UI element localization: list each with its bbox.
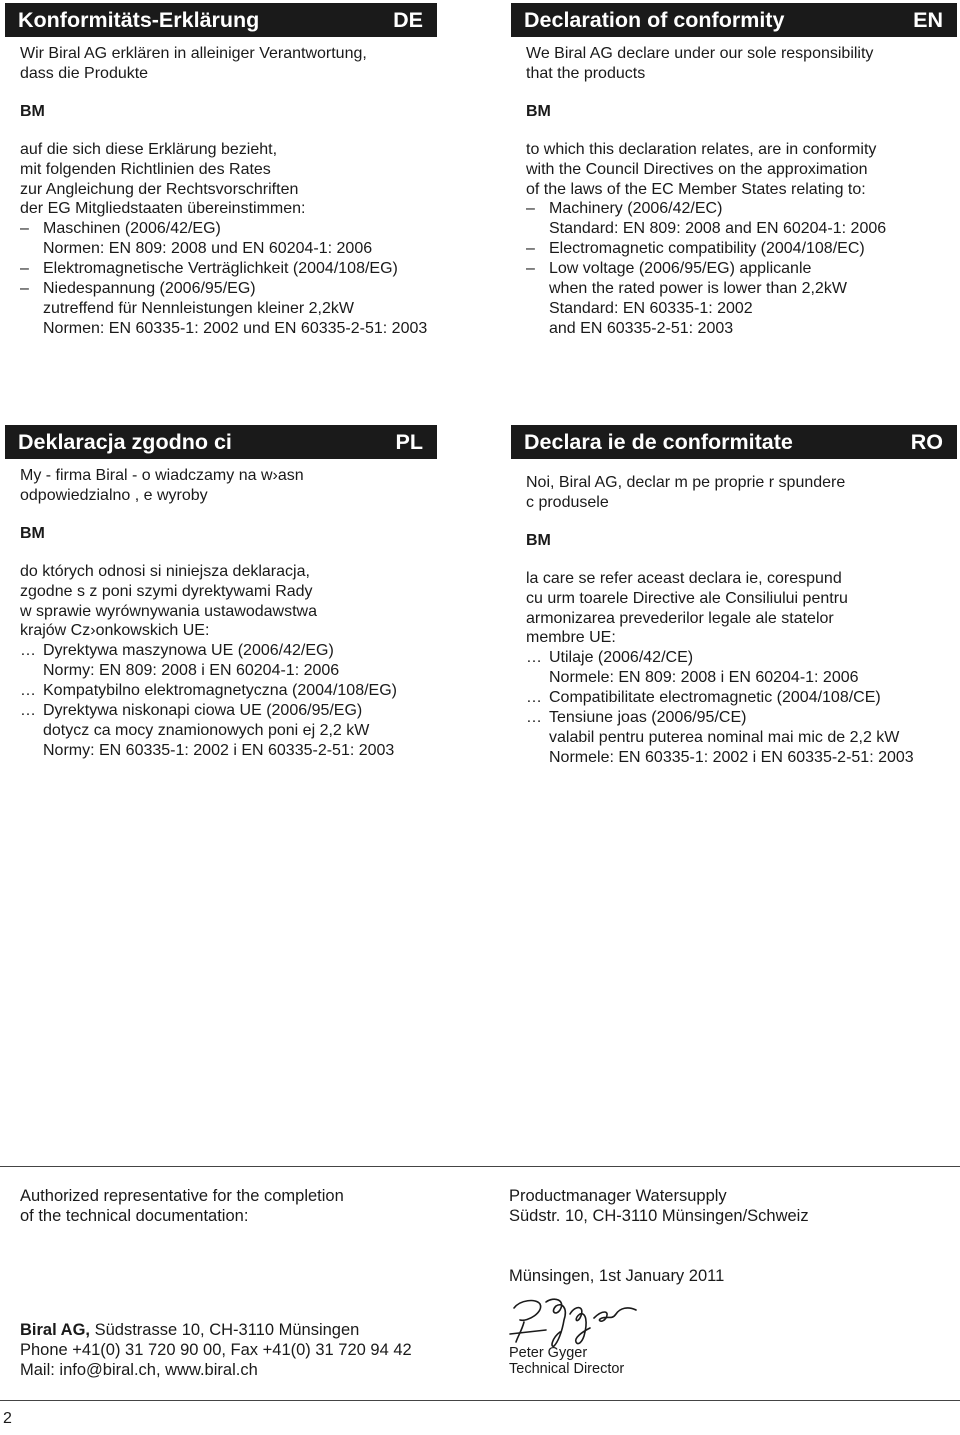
list-item (526, 219, 957, 239)
list-item-text: auf die sich diese Erklärung bezieht, (20, 140, 278, 158)
list-item (20, 602, 437, 622)
section-de-title: Konformitäts-Erklärung (18, 7, 260, 32)
productmanager-block (509, 1186, 809, 1226)
intro-line: c produsele (526, 493, 609, 511)
list-item (20, 259, 437, 279)
list-item-text: Machinery (2006/42/EC) (549, 200, 723, 218)
list-item (526, 259, 957, 279)
intro-line: Noi, Biral AG, declar m pe proprie r spundere (526, 474, 846, 491)
section-pl-title: Deklaracja zgodno ci (18, 429, 232, 454)
section-en (511, 3, 957, 339)
footer-divider-bottom (0, 1400, 960, 1401)
list-item-text: Electromagnetic compatibility (2004/108/EC) (549, 240, 865, 258)
list-item-text: Elektromagnetische Verträglichkeit (2004/108/EG) (43, 260, 398, 278)
page-number: 2 (3, 1410, 12, 1427)
intro-line: odpowiedzialno , e wyroby (20, 486, 208, 504)
list-item (20, 641, 437, 661)
company-name: Biral AG, (20, 1321, 90, 1339)
bullet-marker: … (526, 709, 542, 727)
company-address-block (20, 1320, 412, 1380)
bullet-marker: – (20, 260, 29, 278)
list-item (20, 582, 437, 602)
bullet-marker: … (20, 642, 36, 660)
list-item-text: do których odnosi si niniejsza deklaracja, (20, 562, 310, 580)
declaration-lines (20, 562, 437, 761)
section-en-body (511, 37, 957, 339)
list-item-text: valabil pentru puterea nominal mai mic de 2,2 kW (549, 728, 900, 746)
section-ro-header (511, 425, 957, 459)
productmanager-line: Südstr. 10, CH-3110 Münsingen/Schweiz (509, 1207, 809, 1225)
list-item (526, 648, 957, 668)
list-item (20, 180, 437, 200)
section-en-header (511, 3, 957, 37)
authorized-line: of the technical documentation: (20, 1207, 249, 1225)
list-item (20, 319, 437, 339)
section-pl (5, 425, 437, 761)
company-phone: Phone +41(0) 31 720 90 00, Fax +41(0) 31 720 94 42 (20, 1341, 412, 1359)
list-item-text: Maschinen (2006/42/EG) (43, 220, 221, 238)
list-item (20, 741, 437, 761)
list-item-text: Niedespannung (2006/95/EG) (43, 280, 256, 298)
bullet-marker: – (526, 200, 535, 218)
list-item-text: zur Angleichung der Rechtsvorschriften (20, 180, 299, 198)
list-item (526, 319, 957, 339)
list-item (20, 279, 437, 299)
intro-line: My - firma Biral - o wiadczamy na w›asn (20, 467, 304, 484)
section-ro (511, 425, 957, 768)
signatory-title: Technical Director (509, 1361, 625, 1377)
list-item-text: Standard: EN 809: 2008 and EN 60204-1: 2006 (549, 220, 887, 238)
section-ro-body (511, 459, 957, 768)
list-item (526, 299, 957, 319)
list-item-text: Dyrektywa maszynowa UE (2006/42/EG) (43, 642, 334, 660)
list-item (20, 681, 437, 701)
list-item-text: der EG Mitgliedstaaten übereinstimmen: (20, 200, 306, 218)
list-item-text: Normele: EN 60335-1: 2002 i EN 60335-2-51: 2003 (549, 748, 914, 766)
list-item-text: Normy: EN 60335-1: 2002 i EN 60335-2-51: 2003 (43, 741, 395, 759)
list-item-text: Standard: EN 60335-1: 2002 (549, 299, 753, 317)
list-item-text: cu urm toarele Directive ale Consiliului pentru (526, 589, 848, 607)
list-item-text: w sprawie wyrównywania ustawodawstwa (20, 602, 318, 620)
product-code: BM (20, 524, 45, 542)
list-item (526, 199, 957, 219)
list-item-text: membre UE: (526, 629, 616, 647)
intro-line: We Biral AG declare under our sole responsibility (526, 45, 874, 62)
company-line (20, 1320, 412, 1340)
list-item (526, 279, 957, 299)
list-item (526, 160, 957, 180)
intro-line: that the products (526, 64, 646, 82)
list-item-text: la care se refer aceast declara ie, corespund (526, 569, 842, 587)
list-item-text: to which this declaration relates, are in conformity (526, 140, 877, 158)
list-item-text: Normele: EN 809: 2008 i EN 60204-1: 2006 (549, 669, 859, 687)
list-item-text: Compatibilitate electromagnetic (2004/108/CE) (549, 689, 881, 707)
intro-line: dass die Produkte (20, 64, 149, 82)
list-item-text: Utilaje (2006/42/CE) (549, 649, 694, 667)
list-item (20, 239, 437, 259)
list-item-text: Kompatybilno elektromagnetyczna (2004/108/EG) (43, 682, 397, 700)
footer-divider-top (0, 1166, 960, 1167)
section-de-header (5, 3, 437, 37)
list-item (526, 239, 957, 259)
section-de-body (5, 37, 437, 339)
declaration-lines (20, 140, 437, 339)
list-item (526, 589, 957, 609)
section-en-title: Declaration of conformity (524, 7, 785, 32)
section-pl-body (5, 459, 437, 761)
list-item (526, 180, 957, 200)
bullet-marker: … (20, 702, 36, 720)
section-pl-code: PL (395, 429, 423, 454)
declaration-lines (526, 569, 957, 768)
list-item-text: Tensiune joas (2006/95/CE) (549, 709, 747, 727)
section-pl-header (5, 425, 437, 459)
list-item (526, 628, 957, 648)
list-item-text: with the Council Directives on the approximation (526, 160, 868, 178)
list-item (20, 199, 437, 219)
list-item-text: Normy: EN 809: 2008 i EN 60204-1: 2006 (43, 662, 340, 680)
list-item-text: mit folgenden Richtlinien des Rates (20, 160, 271, 178)
product-code: BM (526, 102, 551, 120)
list-item (526, 728, 957, 748)
list-item (526, 708, 957, 728)
intro-line: Wir Biral AG erklären in alleiniger Verantwortung, (20, 45, 367, 62)
product-code: BM (20, 102, 45, 120)
place-date-text: Münsingen, 1st January 2011 (509, 1267, 725, 1285)
section-ro-title: Declara ie de conformitate (524, 429, 793, 454)
bullet-marker: … (526, 689, 542, 707)
list-item-text: zgodne s z poni szymi dyrektywami Rady (20, 582, 313, 600)
list-item (526, 609, 957, 629)
place-date (509, 1266, 724, 1286)
list-item-text: and EN 60335-2-51: 2003 (549, 319, 734, 337)
section-en-code: EN (913, 7, 943, 32)
section-de-code: DE (393, 7, 423, 32)
list-item-text: dotycz ca mocy znamionowych poni ej 2,2 kW (43, 721, 370, 739)
list-item (20, 160, 437, 180)
list-item-text: krajów Cz›onkowskich UE: (20, 622, 210, 640)
list-item (20, 721, 437, 741)
company-address: Südstrasse 10, CH-3110 Münsingen (90, 1321, 360, 1339)
list-item (20, 140, 437, 160)
list-item (20, 562, 437, 582)
list-item-text: when the rated power is lower than 2,2kW (549, 280, 847, 298)
bullet-marker: – (20, 280, 29, 298)
authorized-representative (20, 1186, 344, 1226)
bullet-marker: – (526, 240, 535, 258)
list-item-text: Dyrektywa niskonapi ciowa UE (2006/95/EG) (43, 702, 363, 720)
signatory-name: Peter Gyger (509, 1345, 588, 1361)
list-item (526, 569, 957, 589)
productmanager-line: Productmanager Watersupply (509, 1187, 727, 1205)
product-code: BM (526, 531, 551, 549)
list-item (20, 621, 437, 641)
declaration-lines (526, 140, 957, 339)
signatory (509, 1345, 624, 1377)
bullet-marker: – (20, 220, 29, 238)
signature (506, 1292, 656, 1350)
list-item (20, 299, 437, 319)
list-item (526, 688, 957, 708)
section-ro-code: RO (910, 429, 943, 454)
list-item (20, 701, 437, 721)
list-item-text: armonizarea prevederilor legale ale statelor (526, 609, 834, 627)
authorized-line: Authorized representative for the completion (20, 1187, 344, 1205)
list-item (20, 219, 437, 239)
list-item (20, 661, 437, 681)
bullet-marker: … (526, 649, 542, 667)
bullet-marker: – (526, 260, 535, 278)
list-item-text: of the laws of the EC Member States relating to: (526, 180, 866, 198)
company-mail: Mail: info@biral.ch, www.biral.ch (20, 1361, 258, 1379)
list-item-text: Normen: EN 809: 2008 und EN 60204-1: 2006 (43, 240, 373, 258)
list-item-text: zutreffend für Nennleistungen kleiner 2,2kW (43, 299, 354, 317)
section-de (5, 3, 437, 339)
list-item (526, 668, 957, 688)
list-item (526, 748, 957, 768)
list-item-text: Normen: EN 60335-1: 2002 und EN 60335-2-51: 2003 (43, 319, 428, 337)
list-item-text: Low voltage (2006/95/EG) applicanle (549, 260, 812, 278)
bullet-marker: … (20, 682, 36, 700)
list-item (526, 140, 957, 160)
